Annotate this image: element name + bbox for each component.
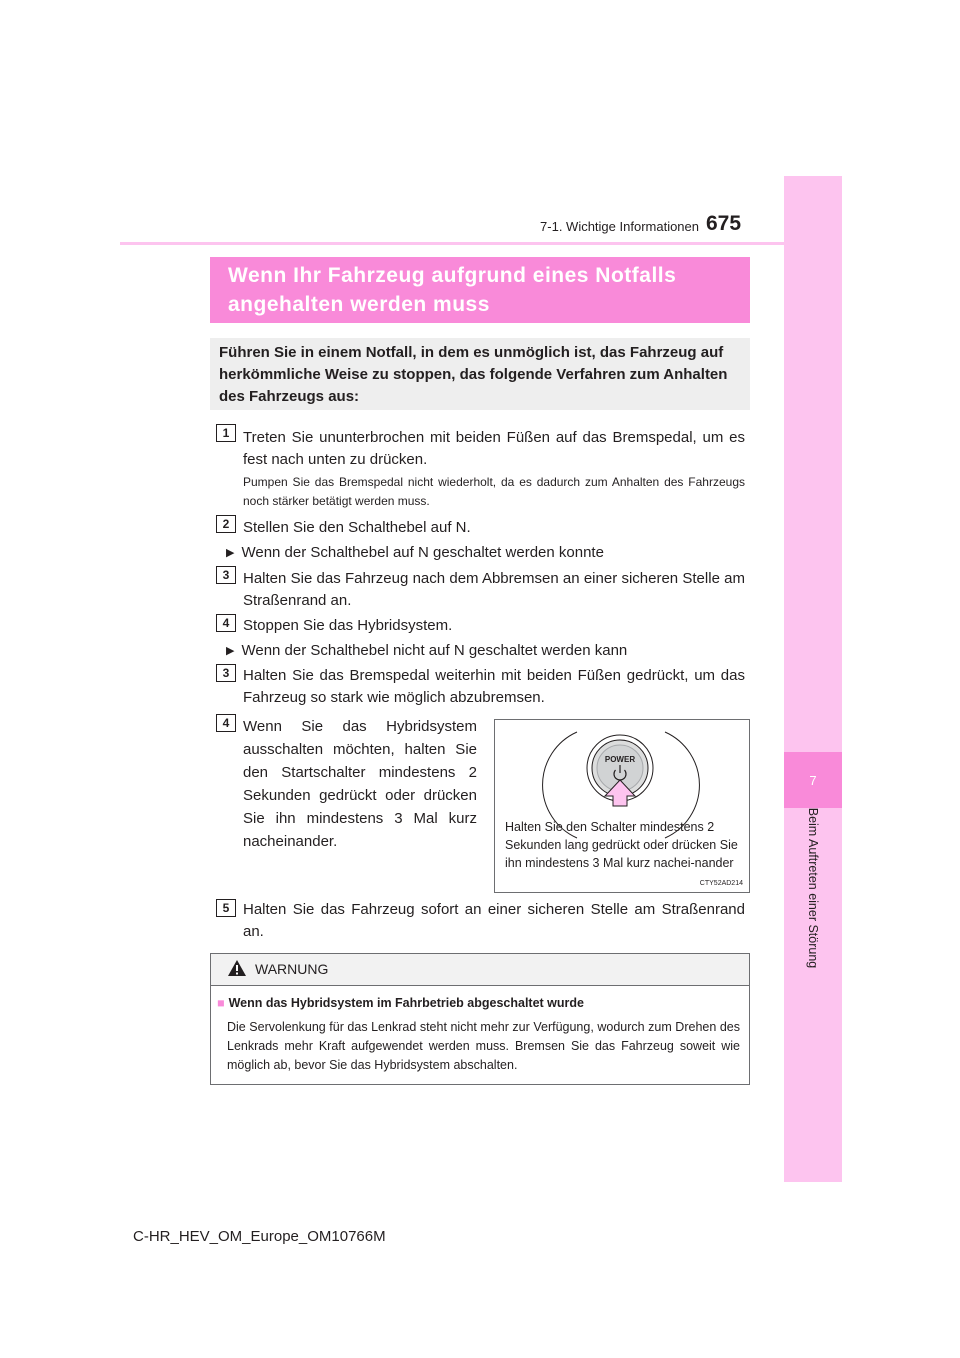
step-text: Halten Sie das Fahrzeug sofort an einer sicheren Stelle am Straßenrand an. — [243, 901, 745, 940]
warning-icon — [227, 959, 247, 977]
header-divider — [120, 242, 784, 245]
step-note: Pumpen Sie das Bremspedal nicht wiederholt, da es dadurch zum Anhalten des Fahrzeugs noch stärker betätigt werden muss. — [243, 475, 745, 508]
chapter-number: 7 — [784, 752, 842, 808]
step-text: Stellen Sie den Schalthebel auf N. — [243, 519, 471, 536]
warning-box — [210, 953, 750, 1085]
step-text: Treten Sie ununterbrochen mit beiden Füßen auf das Bremspedal, um es fest nach unten zu drücken. — [243, 429, 745, 468]
step-badge: 1 — [216, 424, 236, 442]
page-title: Wenn Ihr Fahrzeug aufgrund eines Notfalls angehalten werden muss — [210, 257, 750, 323]
figure-caption: Halten Sie den Schalter mindestens 2 Sekunden lang gedrückt oder drücken Sie ihn mindestens 3 Mal kurz nachei-nander — [505, 820, 738, 870]
triangle-right-icon: ▶ — [226, 645, 235, 657]
document-code: C-HR_HEV_OM_Europe_OM10766M — [133, 1228, 386, 1245]
step-badge: 3 — [216, 566, 236, 584]
warning-header — [211, 954, 749, 986]
warning-title: WARNUNG — [255, 961, 329, 977]
step-badge: 2 — [216, 515, 236, 533]
case-label: ▶ Wenn der Schalthebel nicht auf N geschaltet werden kann — [226, 642, 628, 659]
figure-code: CTY52AD214 — [699, 880, 743, 887]
section-label: 7-1. Wichtige Informationen — [540, 219, 699, 234]
square-bullet-icon: ■ — [217, 996, 225, 1010]
power-button-label: POWER — [604, 755, 636, 764]
step-text: Halten Sie das Fahrzeug nach dem Abbremsen an einer sicheren Stelle am Straßenrand an. — [243, 570, 745, 609]
triangle-right-icon: ▶ — [226, 547, 235, 559]
step-text: Wenn Sie das Hybridsystem ausschalten möchten, halten Sie den Startschalter mindestens 2 Sekunden gedrückt oder drücken Sie ihn mindestens 3 Mal kurz nacheinander. — [243, 718, 477, 850]
step-badge: 4 — [216, 614, 236, 632]
step-badge: 3 — [216, 664, 236, 682]
warning-body: Die Servolenkung für das Lenkrad steht nicht mehr zur Verfügung, wodurch zum Drehen des Lenkrads mehr Kraft aufgewendet werden muss. Bremsen Sie das Fahrzeug soweit wie möglich ab, bevor Sie das Hybridsystem abschalten. — [227, 1020, 740, 1072]
step-text: Halten Sie das Bremspedal weiterhin mit beiden Füßen gedrückt, um das Fahrzeug so stark wie möglich abzubremsen. — [243, 667, 745, 706]
step-badge: 5 — [216, 899, 236, 917]
page-number: 675 — [706, 212, 742, 235]
chapter-title: Beim Auftreten einer Störung — [806, 807, 820, 969]
power-switch-figure — [494, 719, 750, 893]
warning-subheading: ■ Wenn das Hybridsystem im Fahrbetrieb abgeschaltet wurde — [217, 996, 584, 1010]
chapter-side-tab — [784, 176, 842, 1182]
step-text: Stoppen Sie das Hybridsystem. — [243, 617, 453, 634]
step-badge: 4 — [216, 714, 236, 732]
case-label: ▶ Wenn der Schalthebel auf N geschaltet werden konnte — [226, 544, 604, 561]
intro-box: Führen Sie in einem Notfall, in dem es unmöglich ist, das Fahrzeug auf herkömmliche Weise zu stoppen, das folgende Verfahren zum Anhalten des Fahrzeugs aus: — [210, 338, 750, 410]
